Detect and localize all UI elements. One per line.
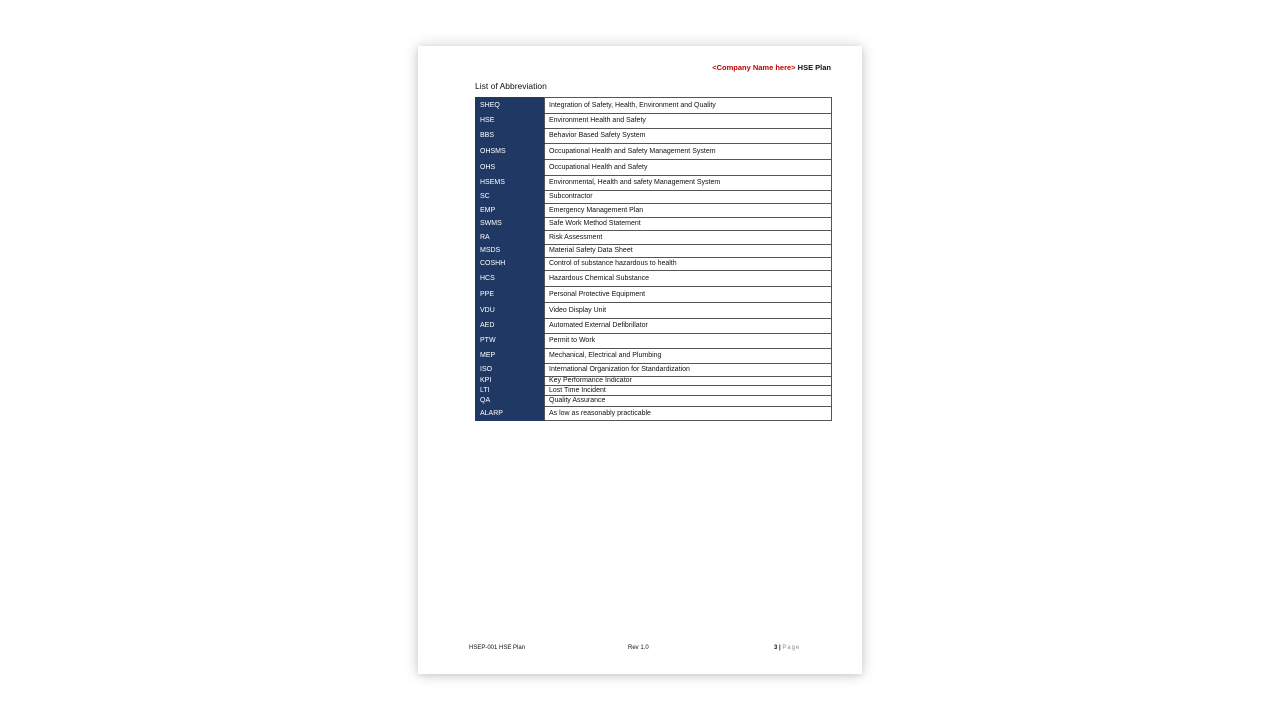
- table-row: [476, 160, 832, 176]
- page-number: 3: [774, 645, 778, 651]
- footer-doc-id: HSEP-001 HSE Plan: [469, 645, 526, 651]
- table-row: [476, 407, 832, 421]
- abbreviation-description: Safe Work Method Statement: [545, 218, 832, 231]
- abbreviation-description: International Organization for Standardization: [545, 364, 832, 377]
- abbreviation-description: Permit to Work: [545, 334, 832, 349]
- abbreviation-code: AED: [476, 319, 545, 334]
- abbreviation-code: SWMS: [476, 218, 545, 231]
- abbreviation-code: HSE: [476, 114, 545, 129]
- abbreviation-code: LTI: [476, 386, 545, 396]
- page-header: [712, 63, 831, 72]
- table-row: [476, 245, 832, 258]
- abbreviation-code: OHS: [476, 160, 545, 176]
- abbreviation-description: Environmental, Health and safety Management System: [545, 176, 832, 191]
- table-row: [476, 144, 832, 160]
- abbreviation-code: PPE: [476, 287, 545, 303]
- page-separator: |: [777, 645, 783, 651]
- abbreviation-code: OHSMS: [476, 144, 545, 160]
- table-row: [476, 271, 832, 287]
- abbreviation-description: Quality Assurance: [545, 396, 832, 407]
- abbreviation-code: SHEQ: [476, 98, 545, 114]
- table-row: [476, 129, 832, 144]
- table-row: [476, 349, 832, 364]
- abbreviation-description: Control of substance hazardous to health: [545, 258, 832, 271]
- abbreviation-code: VDU: [476, 303, 545, 319]
- abbreviation-description: Occupational Health and Safety: [545, 160, 832, 176]
- abbreviation-code: KPI: [476, 377, 545, 386]
- abbreviation-table: [475, 97, 832, 421]
- abbreviation-description: Mechanical, Electrical and Plumbing: [545, 349, 832, 364]
- abbreviation-code: EMP: [476, 204, 545, 218]
- abbreviation-description: Automated External Defibrillator: [545, 319, 832, 334]
- abbreviation-description: Occupational Health and Safety Management System: [545, 144, 832, 160]
- company-name-placeholder: <Company Name here>: [712, 63, 796, 72]
- abbreviation-code: PTW: [476, 334, 545, 349]
- table-row: [476, 386, 832, 396]
- abbreviation-code: MEP: [476, 349, 545, 364]
- table-row: [476, 396, 832, 407]
- table-row: [476, 98, 832, 114]
- abbreviation-description: Behavior Based Safety System: [545, 129, 832, 144]
- abbreviation-description: Video Display Unit: [545, 303, 832, 319]
- abbreviation-code: HCS: [476, 271, 545, 287]
- abbreviation-code: SC: [476, 191, 545, 204]
- table-row: [476, 377, 832, 386]
- table-row: [476, 231, 832, 245]
- abbreviation-code: ALARP: [476, 407, 545, 421]
- abbreviation-description: Key Performance Indicator: [545, 377, 832, 386]
- list-title: List of Abbreviation: [475, 81, 547, 91]
- table-row: [476, 114, 832, 129]
- table-row: [476, 191, 832, 204]
- abbreviation-code: MSDS: [476, 245, 545, 258]
- abbreviation-description: Emergency Management Plan: [545, 204, 832, 218]
- table-row: [476, 218, 832, 231]
- header-plan-title: HSE Plan: [797, 63, 831, 72]
- abbreviation-code: HSEMS: [476, 176, 545, 191]
- table-row: [476, 319, 832, 334]
- document-page: [418, 46, 862, 674]
- abbreviation-description: Subcontractor: [545, 191, 832, 204]
- footer-page-number: [774, 645, 800, 651]
- table-row: [476, 287, 832, 303]
- abbreviation-description: Material Safety Data Sheet: [545, 245, 832, 258]
- table-row: [476, 364, 832, 377]
- abbreviation-description: Lost Time Incident: [545, 386, 832, 396]
- abbreviation-description: Hazardous Chemical Substance: [545, 271, 832, 287]
- abbreviation-code: QA: [476, 396, 545, 407]
- abbreviation-code: RA: [476, 231, 545, 245]
- table-row: [476, 258, 832, 271]
- table-row: [476, 176, 832, 191]
- table-row: [476, 334, 832, 349]
- abbreviation-description: As low as reasonably practicable: [545, 407, 832, 421]
- footer-revision: Rev 1.0: [628, 645, 649, 651]
- abbreviation-description: Personal Protective Equipment: [545, 287, 832, 303]
- abbreviation-description: Environment Health and Safety: [545, 114, 832, 129]
- abbreviation-code: BBS: [476, 129, 545, 144]
- table-row: [476, 303, 832, 319]
- table-row: [476, 204, 832, 218]
- abbreviation-code: ISO: [476, 364, 545, 377]
- page-word: Page: [782, 645, 801, 651]
- abbreviation-code: COSHH: [476, 258, 545, 271]
- abbreviation-description: Risk Assessment: [545, 231, 832, 245]
- abbreviation-description: Integration of Safety, Health, Environment and Quality: [545, 98, 832, 114]
